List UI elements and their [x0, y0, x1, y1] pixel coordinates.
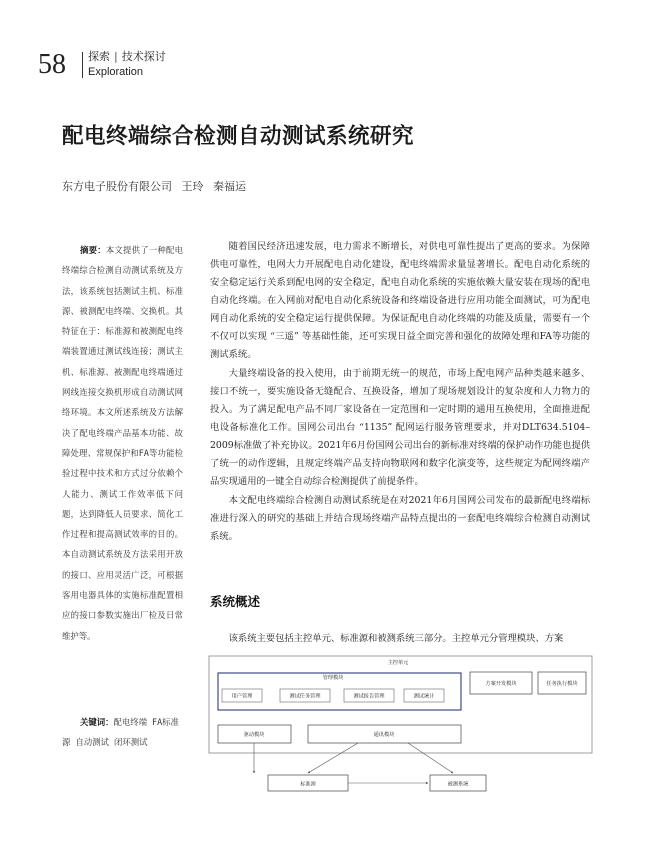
system-under-test-label: 被测系统	[447, 781, 469, 788]
keywords	[62, 712, 183, 753]
section-separator: |	[114, 50, 118, 63]
test-report-management-label: 测试报告管理	[353, 693, 385, 700]
affiliation: 东方电子股份有限公司	[62, 180, 172, 193]
main-unit-label: 主控单元	[387, 660, 409, 666]
connector-comm-to-source	[308, 743, 358, 773]
driver-module-label: 驱动模块	[243, 732, 265, 738]
abstract	[62, 240, 183, 646]
body-paragraph: 随着国民经济迅速发展，电力需求不断增长，对供电可靠性提出了更高的要求。为保障供电可靠性，电网大力开展配电自动化建设，配电终端需求量显著增长。配电自动化系统的安全稳定运行关系到配电网的安全稳定，配电自动化系统的实施依赖大量安装在现场的配电自动化终端。在入网前对配电自动化系统设备和终端设备进行应用功能全面测试，可为配电网自动化系统的安全稳定运行提供保障。为保证配电自动化终端的功能及质量，需要有一个不仅可以实现 “三遥” 等基础性能，还可实现日益全面完善和强化的故障处理和FA等功能的测试系统。	[210, 241, 590, 360]
body-paragraph: 大量终端设备的投入使用，由于前期无统一的规范，市场上配电网产品种类越来越多、接口不统一，要实施设备无缝配合、互换设备，增加了现场规划设计的复杂度和人力物力的投入。为了满足配电产品不同厂家设备在一定范围和一定时期的通用互换使用，全面推进配电设备标准化工作。国网公司出台 “1135” 配网运行服务管理要求，并对DLT634.5104–2009标准做了补充协议。2021年6月份国网公司出台的新标准对终端的保护动作功能也提供了统一的动作逻辑，且规定终端产品支持向物联网和数字化演变等，这些规定为配网终端产品实现通用的一键全自动综合检测提供了前提条件。	[210, 368, 590, 487]
section-heading: 系统概述	[210, 594, 261, 609]
author: 王玲	[181, 180, 204, 193]
communication-module-label: 通讯模块	[373, 732, 395, 738]
section-cn: 探索	[88, 50, 110, 63]
keywords-label: 关键词：	[80, 717, 114, 727]
test-statistics-label: 测试统计	[413, 693, 435, 700]
test-task-management-label: 测试任务管理	[289, 693, 321, 700]
system-architecture-diagram	[208, 655, 593, 795]
section-intro: 该系统主要包括主控单元、标准源和被测系统三部分。主控单元分管理模块、方案	[228, 633, 564, 644]
author-line	[62, 180, 246, 194]
connector-comm-to-dut	[408, 743, 453, 773]
section-label	[88, 50, 166, 64]
subsection-cn: 技术探讨	[121, 50, 166, 63]
user-management-label: 用户管理	[231, 693, 253, 700]
abstract-label: 摘要：	[80, 245, 106, 255]
task-execution-module-label: 任务执行模块	[546, 681, 578, 687]
article-title: 配电终端综合检测自动测试系统研究	[62, 124, 415, 149]
body-paragraph: 本文配电终端综合检测自动测试系统是在对2021年6月国网公司发布的最新配电终端标准进行深入的研究的基础上并结合现场终端产品特点提出的一套配电终端综合检测自动测试系统。	[210, 495, 590, 542]
body-text	[210, 238, 590, 546]
page-number: 58	[38, 49, 66, 80]
abstract-text: 本文提供了一种配电终端综合检测自动测试系统及方法，该系统包括测试主机、标准源、被测配电终端、交换机。其特征在于：标准源和被测配电终端装置通过测试线连接；测试主机、标准源、被测配电终端通过网线连接交换机形成自动测试网络环境。本文所述系统及方法解决了配电终端产品基本功能、故障处理、常规保护和FA等功能检验过程中技术和方式过分依赖个人能力、测试工作效率低下问题，达到降低人员要求、简化工作过程和提高测试效率的目的。本自动测试系统及方法采用开放的接口、应用灵活广泛，可根据客用电器具体的实施标准配置相应的接口参数实施出厂检及日常维护等。	[62, 245, 184, 641]
header-divider	[82, 52, 83, 78]
plan-development-module-label: 方案开发模块	[485, 681, 517, 687]
section-en: Exploration	[88, 66, 144, 78]
keywords-text: 配电终端 FA标准源 自动测试 闭环测试	[62, 717, 179, 748]
management-module-label: 管理模块	[322, 675, 344, 681]
standard-source-label: 标准源	[300, 781, 316, 788]
author: 秦福运	[213, 180, 246, 193]
